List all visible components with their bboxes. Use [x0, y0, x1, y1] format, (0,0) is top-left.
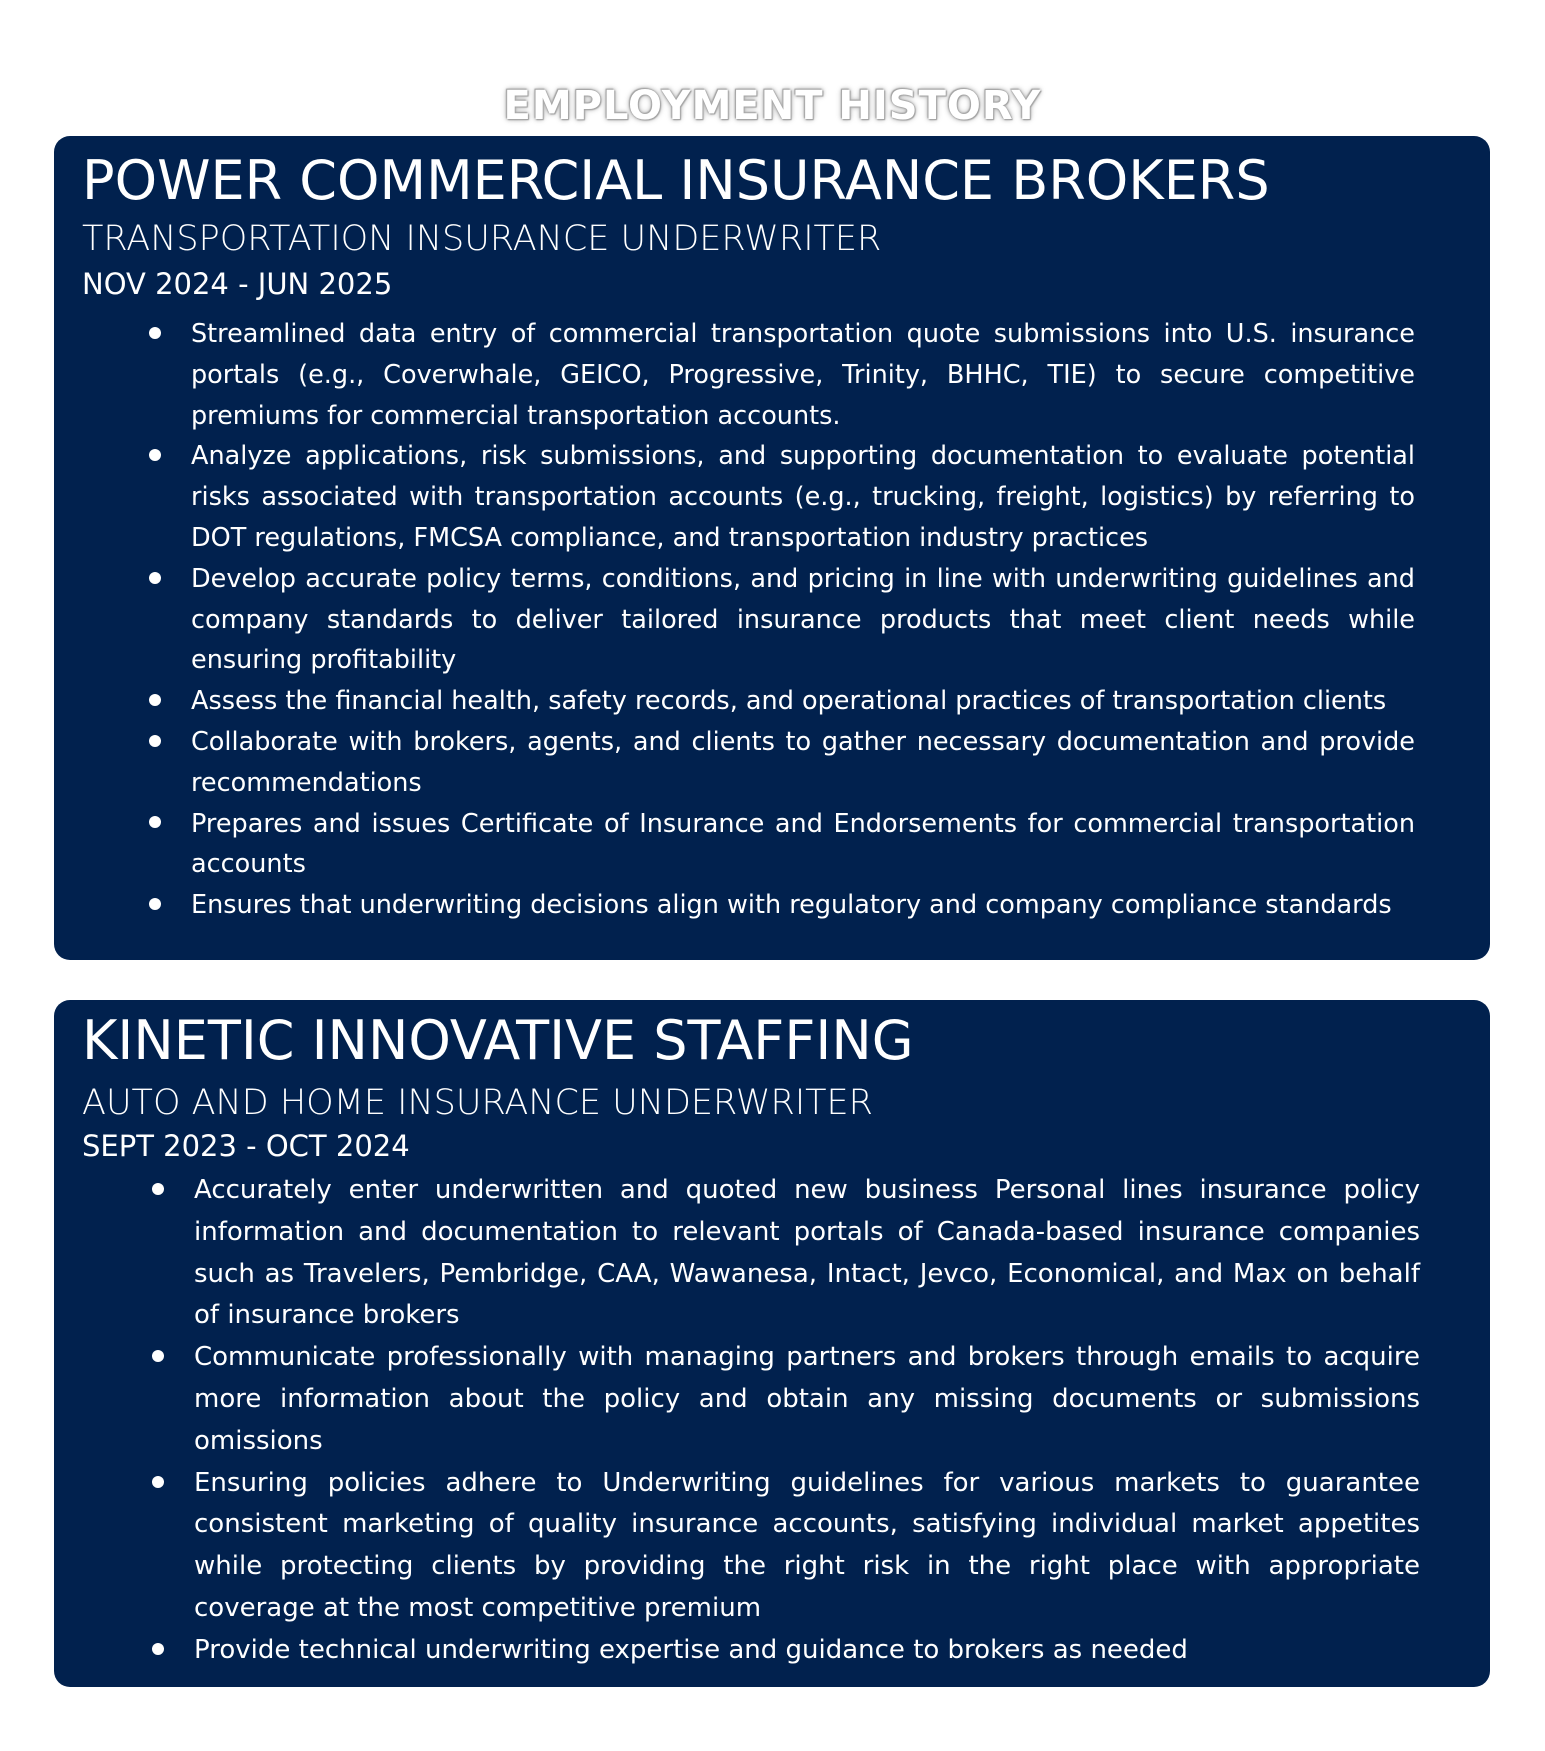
responsibility-text: Develop accurate policy terms, conditions, and pricing in line with underwriting guidelines and company standards to deliver tailored insurance products that meet client needs while ensuring profitability [191, 563, 1415, 676]
responsibility-text: Accurately enter underwritten and quoted new business Personal lines insurance policy information and documentation to relevant portals of Canada-based insurance companies such as Travelers, Pembridge, CAA, Wawanesa, Intact, Jevco, Economical, and Max on behalf of insurance brokers [194, 1175, 1420, 1331]
responsibility-item [191, 804, 1415, 886]
responsibility-item [191, 722, 1415, 804]
responsibility-item [191, 314, 1415, 436]
bullet-icon [152, 1476, 164, 1488]
responsibility-text: Collaborate with brokers, agents, and clients to gather necessary documentation and provide recommendations [191, 726, 1415, 798]
job-role: TRANSPORTATION INSURANCE UNDERWRITER [82, 219, 882, 259]
responsibility-item [194, 1463, 1420, 1630]
bullet-icon [149, 572, 161, 584]
responsibility-text: Ensures that underwriting decisions align with regulatory and company compliance standards [191, 890, 1392, 921]
bullet-icon [149, 816, 161, 828]
responsibility-text: Provide technical underwriting expertise and guidance to brokers as needed [194, 1634, 1188, 1665]
job-dates: SEPT 2023 - OCT 2024 [82, 1129, 410, 1163]
job-dates: NOV 2024 - JUN 2025 [82, 267, 393, 301]
bullet-icon [149, 449, 161, 461]
company-name: KINETIC INNOVATIVE STAFFING [82, 1009, 914, 1072]
responsibility-list [191, 314, 1415, 926]
responsibility-text: Analyze applications, risk submissions, and supporting documentation to evaluate potential risks associated with transportation accounts (e.g., trucking, freight, logistics) by referring to DOT regulations, FMCSA compliance, and transportation industry practices [191, 441, 1415, 553]
bullet-icon [149, 694, 161, 706]
bullet-icon [149, 898, 161, 910]
responsibility-text: Assess the financial health, safety records, and operational practices of transportation clients [191, 686, 1387, 717]
job-card [54, 136, 1490, 960]
responsibility-text: Prepares and issues Certificate of Insurance and Endorsements for commercial transportation accounts [191, 808, 1415, 880]
responsibility-item [191, 436, 1415, 558]
responsibility-item [191, 681, 1415, 722]
responsibility-text: Ensuring policies adhere to Underwriting guidelines for various markets to guarantee consistent marketing of quality insurance accounts, satisfying individual market appetites while protecting clients by providing the right risk in the right place with appropriate coverage at the most competitive premium [194, 1467, 1420, 1623]
responsibility-list [194, 1170, 1420, 1672]
job-card [54, 1000, 1490, 1687]
responsibility-item [194, 1170, 1420, 1337]
responsibility-item [194, 1630, 1420, 1672]
bullet-icon [149, 327, 161, 339]
responsibility-item [194, 1337, 1420, 1462]
bullet-icon [152, 1643, 164, 1655]
section-title: EMPLOYMENT HISTORY [503, 83, 1042, 129]
responsibility-item [191, 885, 1415, 926]
responsibility-text: Communicate professionally with managing partners and brokers through emails to acquire more information about the policy and obtain any missing documents or submissions omissions [194, 1342, 1420, 1456]
bullet-icon [149, 735, 161, 747]
job-role: AUTO AND HOME INSURANCE UNDERWRITER [82, 1083, 873, 1123]
responsibility-item [191, 559, 1415, 681]
company-name: POWER COMMERCIAL INSURANCE BROKERS [82, 149, 1270, 212]
responsibility-text: Streamlined data entry of commercial transportation quote submissions into U.S. insurance portals (e.g., Coverwhale, GEICO, Progressive, Trinity, BHHC, TIE) to secure competitive premiums for commercial transportation accounts. [191, 319, 1415, 431]
bullet-icon [152, 1350, 164, 1362]
bullet-icon [152, 1183, 164, 1195]
